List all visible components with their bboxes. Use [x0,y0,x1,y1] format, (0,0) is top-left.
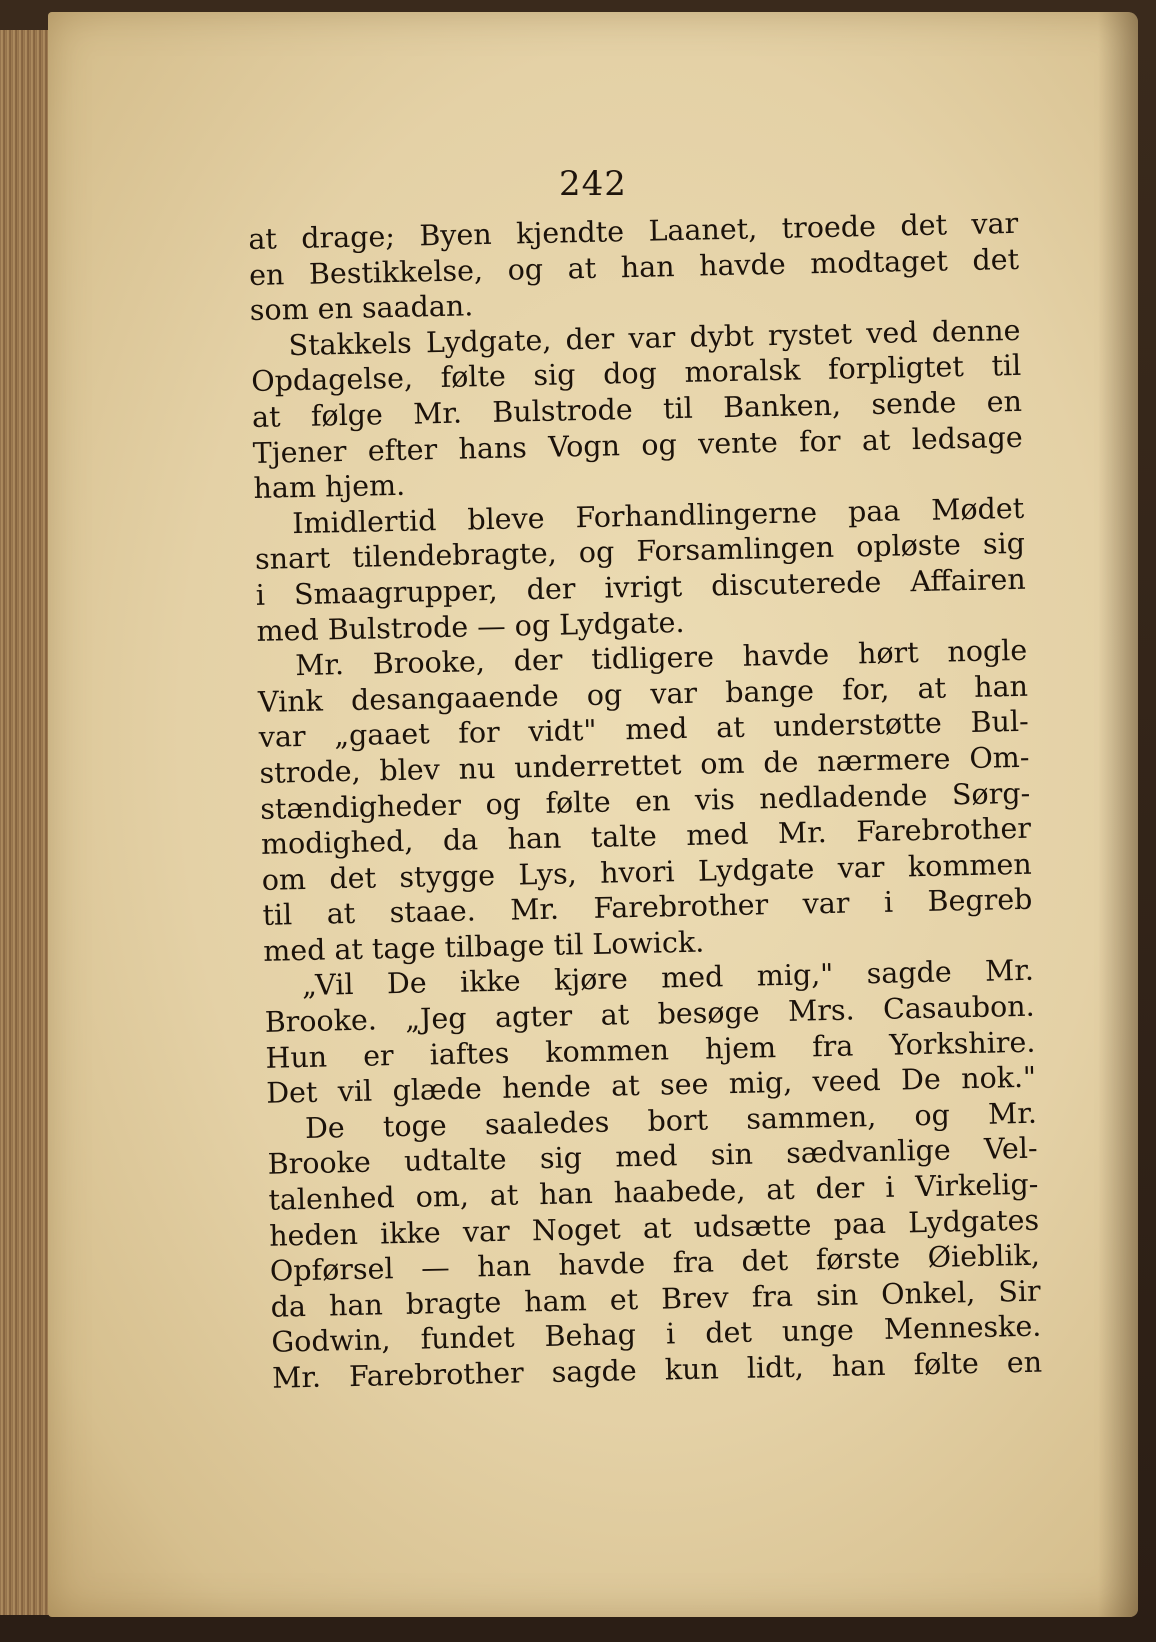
text-line: Brooke. „Jeg agter at besøge Mrs. Casaubon. [264,989,1035,1039]
text-line: Imidlertid bleve Forhandlingerne paa Mødet [291,491,1025,540]
text-line: Mr. Farebrother sagde kun lidt, han følte en [271,1345,1043,1395]
text-line: Stakkels Lydgate, der var dybt rystet ved denne [288,313,1021,362]
text-line: Tjener efter hans Vogn og vente for at ledsage [252,420,1024,470]
text-line: stændigheder og følte en vis nedladende Sørg- [259,776,1031,826]
text-line: Opdagelse, følte sig dog moralsk forpligtet til [251,349,1022,399]
text-line: at følge Mr. Bulstrode til Banken, sende en [251,384,1023,434]
text-line: ham hjem. [253,468,406,506]
text-line: Brooke udtalte sig med sin sædvanlige Vel- [267,1132,1038,1182]
text-line: heden ikke var Noget at udsætte paa Lydgates [268,1203,1040,1253]
text-line: strode, blev nu underrettet om de nærmere Om- [259,740,1030,790]
text-line: De toge saaledes bort sammen, og Mr. [304,1096,1038,1145]
text-line: Opførsel — han havde fra det første Øieblik, [269,1238,1041,1288]
text-line: Hun er iaftes kommen hjem fra Yorkshire. [265,1025,1036,1075]
text-line: med at tage tilbage til Lowick. [262,925,705,968]
text-line: som en saadan. [249,289,474,328]
text-line: „Vil De ikke kjøre med mig," sagde Mr. [301,954,1035,1003]
text-line: at drage; Byen kjendte Laanet, troede det var [248,206,1019,256]
text-line: modighed, da han talte med Mr. Farebrother [260,811,1032,861]
text-line: talenhed om, at han haabede, at der i Virkelig- [268,1167,1039,1217]
text-line: til at staae. Mr. Farebrother var i Begreb [262,883,1033,933]
text-line: da han bragte ham et Brev fra sin Onkel, Sir [270,1274,1041,1324]
body-text [248,206,1042,1396]
text-line: Godwin, fundet Behag i det unge Menneske. [271,1310,1042,1360]
text-line: snart tilendebragte, og Forsamlingen opløste sig [254,527,1026,577]
text-line: Det vil glæde hende at see mig, veed De nok." [265,1060,1037,1111]
text-line: om det stygge Lys, hvori Lydgate var kommen [261,847,1032,897]
text-line: med Bulstrode — og Lydgate. [256,605,685,648]
text-line: var „gaaet for vidt" med at understøtte Bul- [258,705,1029,755]
text-line: Mr. Brooke, der tidligere havde hørt nogle [294,633,1028,683]
text-line: Vink desangaaende og var bange for, at han [257,669,1029,719]
text-line: i Smaagrupper, der ivrigt discuterede Affairen [255,562,1026,612]
text-line: en Bestikkelse, og at han havde modtaget det [248,242,1020,292]
page-number: 242 [559,164,627,204]
gutter-shadow [1098,12,1138,1617]
